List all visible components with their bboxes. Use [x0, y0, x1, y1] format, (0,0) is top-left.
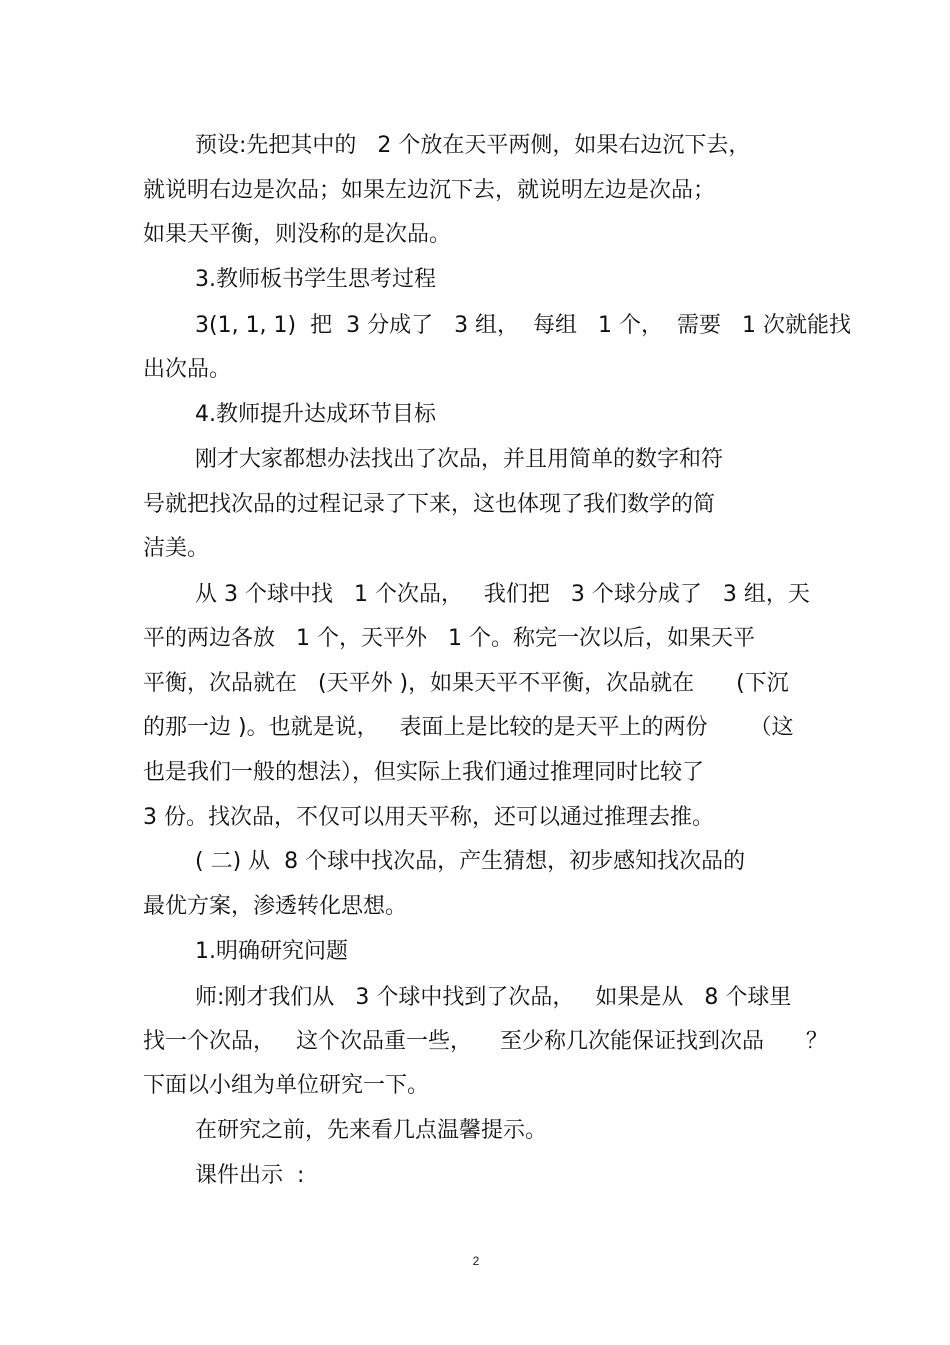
page-number: 2	[472, 1254, 480, 1268]
text-line-18: 最优方案，渗透转化思想。	[143, 894, 408, 919]
text-line-14: 的那一边 )。也就是说， 表面上是比较的是天平上的两份 （这	[143, 715, 794, 740]
text-line-6: 出次品。	[143, 357, 232, 382]
text-line-9: 号就把找次品的过程记录了下来，这也体现了我们数学的简	[143, 492, 716, 517]
text-line-22: 下面以小组为单位研究一下。	[143, 1073, 430, 1098]
text-line-10: 洁美。	[143, 536, 210, 561]
text-line-21: 找一个次品， 这个次品重一些， 至少称几次能保证找到次品 ？	[143, 1029, 828, 1054]
text-line-8: 刚才大家都想办法找出了次品，并且用简单的数字和符	[195, 447, 724, 472]
text-line-23: 在研究之前，先来看几点温馨提示。	[195, 1118, 548, 1143]
text-line-16: 3 份。找次品，不仅可以用天平称，还可以通过推理去推。	[143, 805, 714, 830]
text-line-19: 1.明确研究问题	[195, 939, 348, 964]
text-line-4: 3.教师板书学生思考过程	[195, 267, 436, 292]
text-line-20: 师:刚才我们从 3 个球中找到了次品， 如果是从 8 个球里	[195, 985, 792, 1010]
text-line-17: ( 二) 从 8 个球中找次品，产生猜想，初步感知找次品的	[195, 849, 746, 874]
text-line-1: 预设:先把其中的 2 个放在天平两侧，如果右边沉下去，	[195, 133, 751, 158]
text-line-3: 如果天平衡，则没称的是次品。	[143, 222, 452, 247]
text-line-15: 也是我们一般的想法），但实际上我们通过推理同时比较了	[143, 760, 705, 785]
text-line-2: 就说明右边是次品；如果左边沉下去，就说明左边是次品；	[143, 178, 716, 203]
text-line-11: 从 3 个球中找 1 个次品， 我们把 3 个球分成了 3 组，天	[195, 582, 810, 607]
text-line-5: 3(1, 1, 1) 把 3 分成了 3 组， 每组 1 个， 需要 1 次就能找	[195, 313, 851, 338]
text-line-12: 平的两边各放 1 个，天平外 1 个。称完一次以后，如果天平	[143, 626, 755, 651]
text-line-13: 平衡，次品就在 (天平外 )，如果天平不平衡，次品就在 (下沉	[143, 671, 789, 696]
text-line-24: 课件出示 :	[195, 1163, 305, 1188]
text-line-7: 4.教师提升达成环节目标	[195, 402, 436, 427]
